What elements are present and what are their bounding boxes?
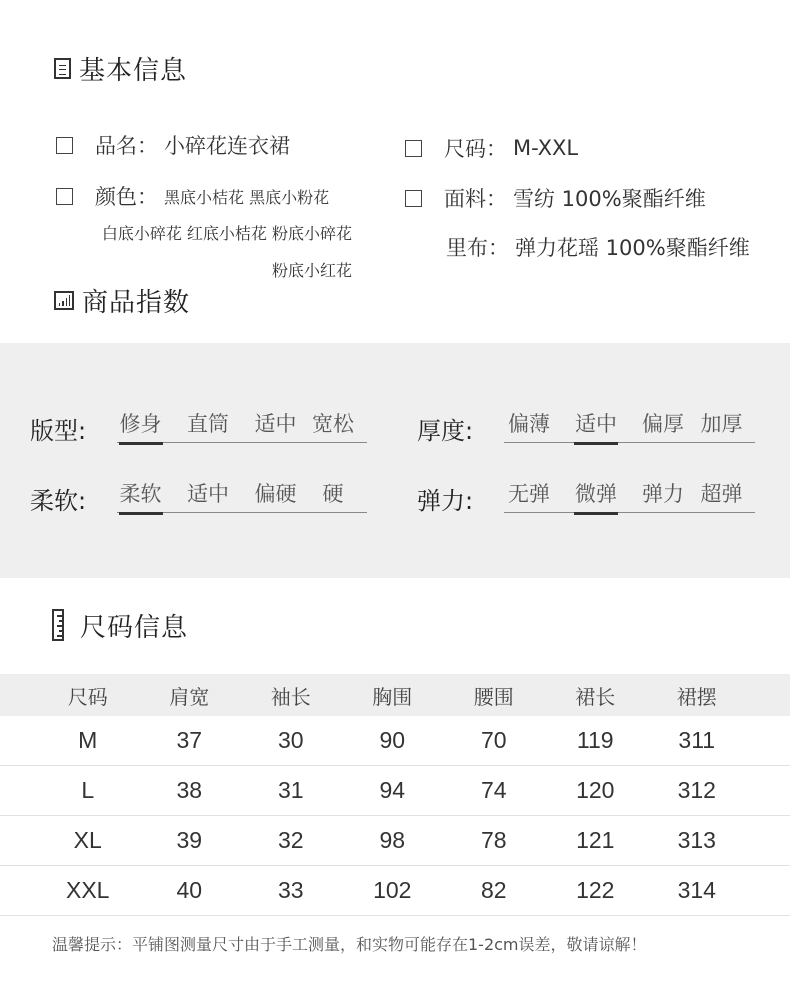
fabric-value: 雪纺 100%聚酯纤维 — [513, 187, 706, 211]
cell-sleeve: 32 — [277, 827, 304, 853]
colors-label: 颜色： — [95, 185, 158, 209]
cell-bust: 94 — [379, 777, 406, 803]
thickness-option-thick[interactable]: 偏厚 — [642, 412, 684, 436]
ruler-icon — [52, 609, 64, 641]
cell-hem: 311 — [678, 727, 716, 753]
size-range-checkbox[interactable] — [405, 140, 422, 157]
elasticity-option-stretch[interactable]: 弹力 — [642, 482, 684, 506]
softness-option-medium[interactable]: 适中 — [187, 482, 229, 506]
thickness-label: 厚度: — [417, 417, 474, 445]
table-header-row — [0, 674, 790, 716]
fit-option-straight[interactable]: 直筒 — [187, 412, 229, 436]
table-row — [0, 716, 790, 766]
fit-option-regular[interactable]: 适中 — [254, 412, 297, 436]
document-icon — [54, 58, 71, 79]
cell-hem: 312 — [677, 777, 716, 803]
cell-length: 119 — [576, 727, 614, 753]
size-range-value: M-XXL — [513, 136, 579, 160]
cell-waist: 78 — [480, 827, 507, 853]
colors-checkbox[interactable] — [56, 188, 73, 205]
cell-bust: 90 — [379, 727, 406, 753]
header-hem: 裙摆 — [676, 684, 717, 709]
softness-option-firm[interactable]: 偏硬 — [254, 482, 297, 506]
header-waist: 腰围 — [473, 684, 514, 709]
softness-options — [117, 479, 367, 513]
basic-info-heading — [54, 51, 187, 85]
fit-label: 版型: — [30, 417, 87, 445]
cell-length: 122 — [576, 877, 615, 903]
lining-row — [446, 232, 750, 262]
product-name-row — [56, 130, 290, 160]
product-name-checkbox[interactable] — [56, 137, 73, 154]
cell-shoulder: 39 — [176, 827, 203, 853]
header-length: 裙长 — [575, 684, 616, 709]
size-info-title: 尺码信息 — [80, 612, 189, 643]
softness-option-soft[interactable]: 柔软 — [117, 479, 164, 513]
fabric-checkbox[interactable] — [405, 190, 422, 207]
cell-sleeve: 30 — [277, 727, 304, 753]
elasticity-options — [504, 479, 755, 513]
cell-bust: 102 — [373, 877, 412, 903]
fabric-row — [405, 183, 706, 213]
colors-line-2: 白底小碎花 红底小桔花 粉底小碎花 — [101, 224, 352, 243]
softness-option-hard[interactable]: 硬 — [322, 482, 344, 506]
product-name-value: 小碎花连衣裙 — [164, 134, 290, 158]
cell-size: M — [78, 727, 98, 753]
colors-row — [56, 181, 329, 211]
cell-waist: 82 — [480, 877, 507, 903]
cell-shoulder: 38 — [176, 777, 203, 803]
cell-hem: 313 — [677, 827, 716, 853]
header-size: 尺码 — [67, 684, 108, 709]
fit-options — [117, 409, 367, 443]
lining-label: 里布： — [446, 236, 509, 260]
size-info-heading — [52, 608, 188, 642]
basic-info-title: 基本信息 — [79, 55, 188, 86]
size-range-label: 尺码： — [444, 137, 507, 161]
thickness-option-thin[interactable]: 偏薄 — [508, 412, 550, 436]
cell-hem: 314 — [677, 877, 716, 903]
lining-value: 弹力花瑶 100%聚酯纤维 — [515, 236, 750, 260]
colors-line-3: 粉底小红花 — [271, 261, 352, 280]
colors-line-1: 黑底小桔花 黑底小粉花 — [164, 187, 330, 207]
thickness-options — [504, 409, 755, 443]
cell-bust: 98 — [379, 827, 406, 853]
header-shoulder: 肩宽 — [169, 684, 210, 709]
thickness-option-medium[interactable]: 适中 — [554, 409, 638, 443]
product-index-panel — [0, 343, 790, 578]
elasticity-option-none[interactable]: 无弹 — [508, 482, 550, 506]
product-index-title: 商品指数 — [82, 287, 191, 318]
header-bust: 胸围 — [372, 684, 413, 709]
table-row — [0, 816, 790, 866]
fit-option-loose[interactable]: 宽松 — [312, 412, 354, 436]
cell-waist: 70 — [480, 727, 507, 753]
elasticity-option-slight[interactable]: 微弹 — [554, 479, 638, 513]
cell-length: 121 — [576, 827, 615, 853]
bar-chart-icon — [54, 291, 74, 310]
header-sleeve: 袖长 — [270, 684, 311, 709]
cell-shoulder: 37 — [176, 727, 203, 753]
measurement-note: 温馨提示：平铺图测量尺寸由于手工测量，和实物可能存在1-2cm误差，敬请谅解！ — [52, 935, 647, 954]
cell-size: XXL — [66, 877, 110, 903]
cell-sleeve: 31 — [277, 777, 304, 803]
softness-label: 柔软: — [30, 487, 87, 515]
thickness-option-extra-thick[interactable]: 加厚 — [700, 412, 743, 436]
elasticity-label: 弹力: — [417, 487, 474, 515]
cell-shoulder: 40 — [176, 877, 203, 903]
cell-size: L — [81, 777, 95, 803]
table-row — [0, 766, 790, 816]
elasticity-option-super[interactable]: 超弹 — [700, 482, 743, 506]
cell-size: XL — [73, 827, 102, 853]
size-range-row — [405, 133, 578, 163]
fit-option-slim[interactable]: 修身 — [117, 409, 164, 443]
cell-sleeve: 33 — [277, 877, 304, 903]
product-index-heading — [54, 283, 190, 317]
cell-length: 120 — [576, 777, 615, 803]
size-table — [0, 674, 790, 916]
cell-waist: 74 — [480, 777, 507, 803]
fabric-label: 面料： — [444, 187, 507, 211]
product-name-label: 品名： — [95, 134, 158, 158]
table-row — [0, 866, 790, 916]
